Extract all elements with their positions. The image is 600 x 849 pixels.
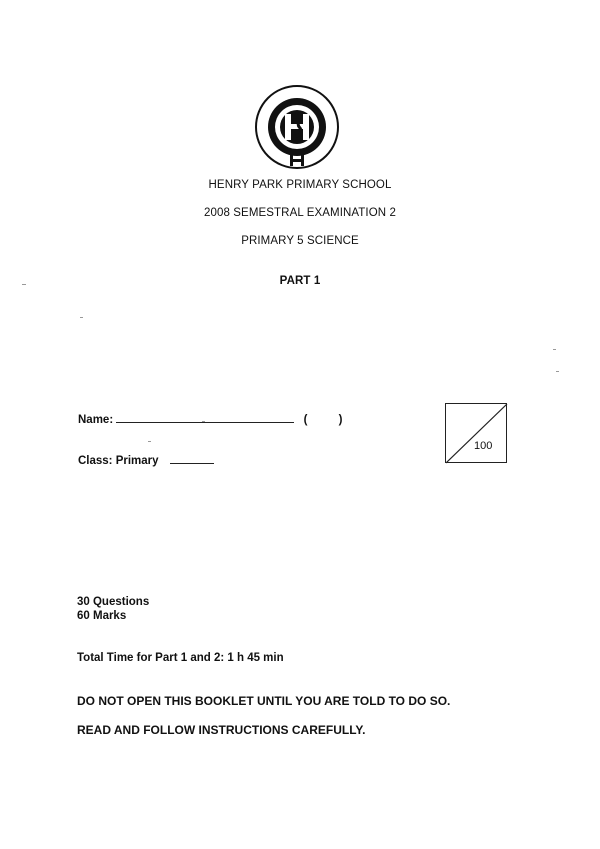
instruction-do-not-open: DO NOT OPEN THIS BOOKLET UNTIL YOU ARE TOLD TO DO SO.	[77, 694, 451, 708]
school-name: HENRY PARK PRIMARY SCHOOL	[208, 179, 392, 191]
score-denominator: 100	[474, 440, 493, 452]
total-time: Total Time for Part 1 and 2: 1 h 45 min	[77, 652, 284, 664]
questions-count: 30 Questions	[77, 596, 150, 608]
scan-speck	[202, 421, 205, 422]
name-row	[78, 414, 342, 426]
school-crest-logo	[254, 84, 340, 170]
scan-speck	[553, 349, 556, 350]
name-field[interactable]	[116, 422, 294, 423]
score-diagonal-line	[446, 404, 508, 464]
scan-speck	[556, 371, 559, 372]
index-close-paren: )	[338, 414, 343, 426]
class-row	[78, 455, 214, 467]
name-label: Name:	[78, 414, 114, 426]
score-box	[445, 403, 507, 463]
part-title: PART 1	[279, 275, 321, 287]
marks-total: 60 Marks	[77, 610, 127, 622]
instruction-read-carefully: READ AND FOLLOW INSTRUCTIONS CAREFULLY.	[77, 723, 366, 737]
scan-speck	[80, 317, 83, 318]
index-open-paren: (	[303, 414, 308, 426]
scan-speck	[22, 284, 26, 285]
subject-title: PRIMARY 5 SCIENCE	[241, 235, 359, 247]
class-field[interactable]	[170, 463, 214, 464]
scan-speck	[148, 441, 151, 442]
exam-title: 2008 SEMESTRAL EXAMINATION 2	[204, 207, 396, 219]
class-label: Class: Primary	[78, 455, 159, 467]
